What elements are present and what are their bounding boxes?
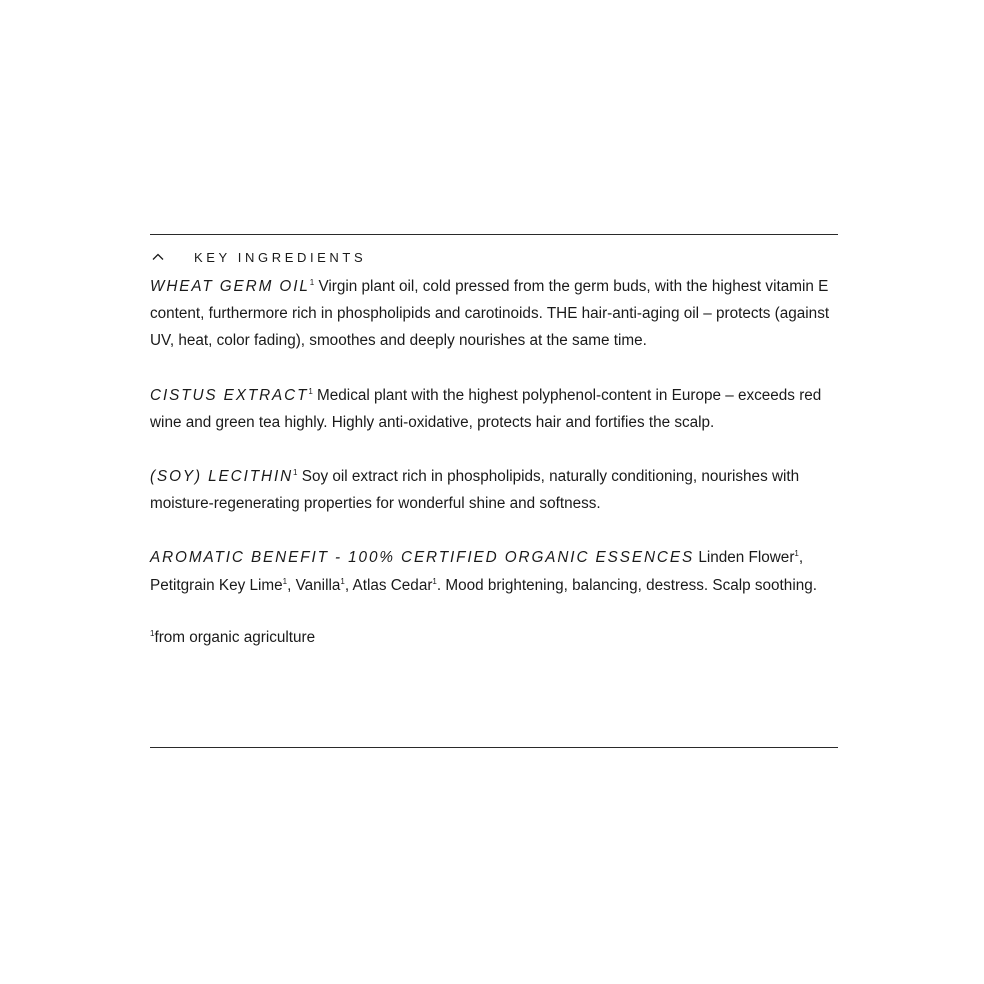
footnote-marker: 1 [150, 628, 155, 638]
footnote-marker: 1 [309, 278, 315, 287]
footnote-marker: 1 [308, 386, 313, 396]
ingredient-name: AROMATIC BENEFIT - 100% CERTIFIED ORGANIC ESSENCES [150, 549, 695, 567]
ingredient-wheat-germ-oil [150, 273, 838, 355]
essence-item: Atlas Cedar [352, 576, 433, 594]
footnote-marker: 1 [340, 576, 345, 586]
ingredient-soy-lecithin [150, 463, 838, 517]
ingredient-description: Virgin plant oil, cold pressed from the germ buds, with the highest vitamin E content, furthermore rich in phospholipids and carotinoids. THE hair-anti-aging oil – protects (against UV, heat, color fading), smoothes and deeply nourishes at the same time. [150, 278, 830, 350]
ingredient-description: Medical plant with the highest polyphenol-content in Europe – exceeds red wine and green tea highly. Highly anti-oxidative, protects hair and fortifies the scalp. [150, 386, 822, 431]
bottom-divider [150, 747, 838, 748]
essence-item: Vanilla [295, 576, 341, 594]
footnote-marker: 1 [282, 576, 288, 586]
accordion-content [150, 273, 838, 651]
essence-item: Linden Flower [698, 549, 795, 567]
essence-item: Petitgrain Key Lime [150, 576, 283, 594]
accordion-title: KEY INGREDIENTS [194, 249, 367, 265]
top-divider [150, 234, 838, 235]
ingredient-name: WHEAT GERM OIL [150, 278, 310, 295]
ingredient-aromatic-benefit: AROMATIC BENEFIT - 100% CERTIFIED ORGANIC ESSENCES Linden Flower$^1$, Petitgrain Key Lime$^1$, Vanilla$^1$, Atlas Cedar$^1$. Mood brightening, balancing, destress. Scalp soothing. [150, 549, 817, 594]
footnote-marker: 1 [293, 468, 298, 478]
key-ingredients-panel [150, 234, 838, 651]
ingredient-description: Mood brightening, balancing, destress. Scalp soothing. [441, 576, 817, 594]
footnote-text: from organic agriculture [154, 628, 316, 646]
footnote-marker: 1 [794, 549, 799, 559]
ingredient-name: CISTUS EXTRACT [150, 386, 309, 404]
ingredient-cistus-extract [150, 382, 838, 436]
ingredient-name: (SOY) LECITHIN [150, 468, 294, 486]
key-ingredients-accordion-toggle[interactable] [150, 246, 838, 268]
chevron-up-icon [150, 249, 166, 265]
ingredient-description: Soy oil extract rich in phospholipids, naturally conditioning, nourishes with moisture-regenerating properties for wonderful shine and softness. [150, 468, 800, 513]
footnote [150, 624, 838, 651]
footnote-marker: 1 [432, 576, 437, 586]
